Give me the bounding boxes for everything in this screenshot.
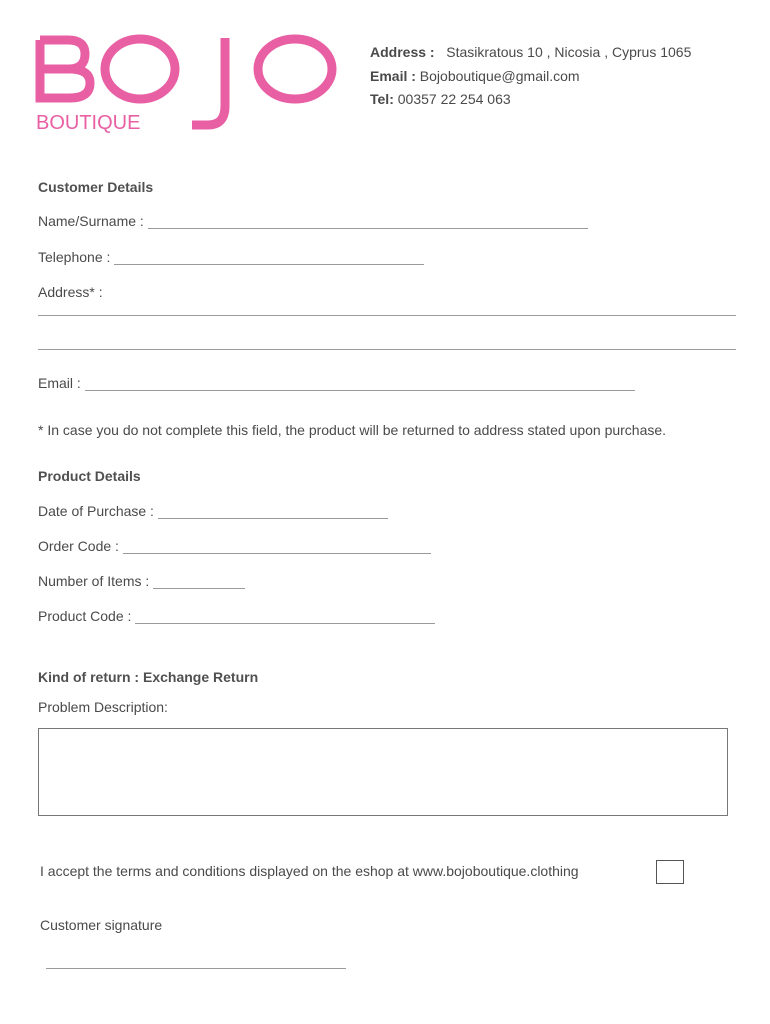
terms-checkbox[interactable] <box>656 860 684 884</box>
kind-of-return-heading: Kind of return : Exchange Return <box>38 669 259 685</box>
items-input-line[interactable] <box>153 574 245 589</box>
terms-text: I accept the terms and conditions displayed on the eshop at www.bojoboutique.clothing <box>40 863 579 879</box>
address-note: * In case you do not complete this field, the product will be returned to address stated upon purchase. <box>38 422 667 438</box>
date-input-line[interactable] <box>158 504 388 519</box>
telephone-input-line[interactable] <box>114 250 424 265</box>
name-field[interactable] <box>38 213 588 229</box>
address-field <box>38 284 103 300</box>
signature-label: Customer signature <box>40 917 163 933</box>
problem-description-label: Problem Description: <box>38 699 168 715</box>
tel-value: 00357 22 254 063 <box>397 91 511 107</box>
order-code-field[interactable] <box>38 538 431 554</box>
contact-address <box>370 44 691 60</box>
customer-email-input-line[interactable] <box>85 376 635 391</box>
items-label: Number of Items : <box>38 573 150 589</box>
date-label: Date of Purchase : <box>38 503 154 519</box>
address-label: Address : <box>370 44 435 60</box>
address-input-line-2[interactable] <box>38 349 736 350</box>
date-of-purchase-field[interactable] <box>38 503 388 519</box>
customer-email-field[interactable] <box>38 375 635 391</box>
email-label: Email : <box>370 68 416 84</box>
bojo-boutique-logo <box>30 28 350 138</box>
product-code-input-line[interactable] <box>135 609 435 624</box>
order-label: Order Code : <box>38 538 119 554</box>
customer-email-label: Email : <box>38 375 81 391</box>
email-value: Bojoboutique@gmail.com <box>419 68 580 84</box>
telephone-field[interactable] <box>38 249 424 265</box>
product-code-field[interactable] <box>38 608 435 624</box>
address-value: Stasikratous 10 , Nicosia , Cyprus 1065 <box>446 44 692 60</box>
customer-details-heading: Customer Details <box>38 179 154 195</box>
contact-tel <box>370 91 511 107</box>
order-input-line[interactable] <box>123 539 431 554</box>
name-label: Name/Surname : <box>38 213 144 229</box>
problem-description-box[interactable] <box>38 728 728 816</box>
product-details-heading: Product Details <box>38 468 141 484</box>
address-field-label: Address* : <box>38 284 103 300</box>
telephone-label: Telephone : <box>38 249 111 265</box>
contact-email <box>370 68 580 84</box>
logo-subtext: BOUTIQUE <box>36 112 141 134</box>
product-code-label: Product Code : <box>38 608 132 624</box>
tel-label: Tel: <box>370 91 394 107</box>
address-input-line-1[interactable] <box>38 315 736 316</box>
number-of-items-field[interactable] <box>38 573 245 589</box>
signature-line[interactable] <box>46 968 346 969</box>
name-input-line[interactable] <box>148 214 588 229</box>
